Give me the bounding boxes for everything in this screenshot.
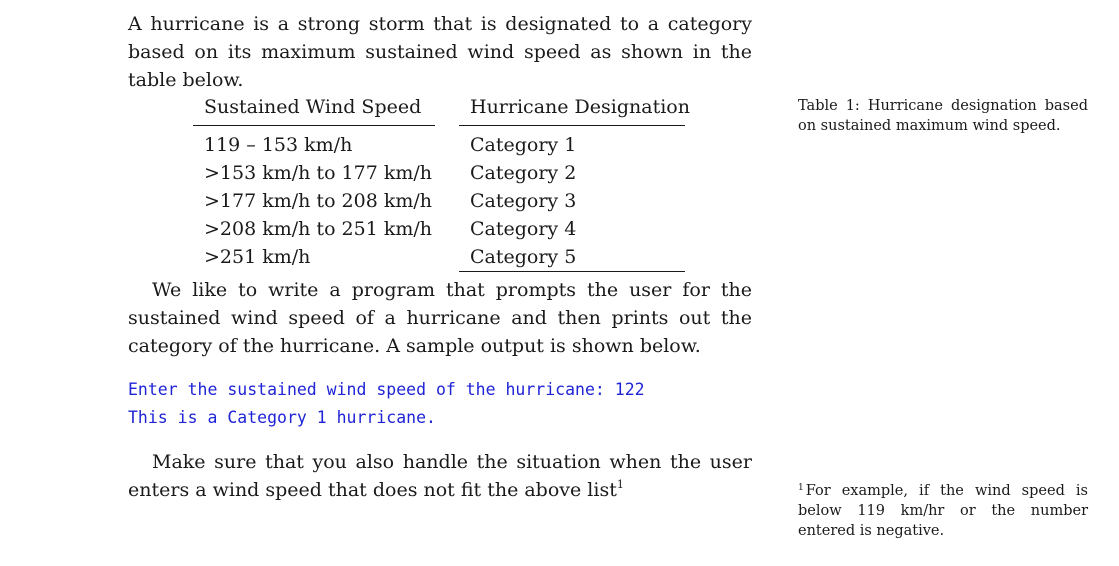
table-cell: Category 4	[470, 218, 577, 240]
table-header-wind-speed: Sustained Wind Speed	[204, 96, 422, 118]
table-caption: Table 1: Hurricane designation based on sustained maximum wind speed.	[798, 98, 1088, 134]
table-cell: >251 km/h	[204, 246, 311, 268]
table-cell: Category 5	[470, 246, 577, 268]
intro-paragraph: A hurricane is a strong storm that is designated to a category based on its maximum sustained wind speed as shown in the table below.	[128, 13, 752, 91]
designation-column	[459, 92, 690, 274]
header-rule	[193, 125, 435, 126]
wind-speed-column	[193, 92, 435, 274]
program-paragraph: We like to write a program that prompts the user for the sustained wind speed of a hurricane and then prints out the category of the hurricane. A sample output is shown below.	[128, 279, 752, 357]
table-cell: Category 2	[470, 162, 577, 184]
footnote-text: For example, if the wind speed is below 119 km/hr or the number entered is negative.	[798, 483, 1088, 539]
footnote-number: 1	[798, 483, 804, 493]
footnote	[798, 481, 1088, 541]
handle-paragraph-text: Make sure that you also handle the situation when the user enters a wind speed that does not fit the above list	[128, 451, 752, 501]
handle-paragraph	[128, 448, 752, 504]
sample-output-line: Enter the sustained wind speed of the hurricane: 122	[128, 380, 645, 399]
table-header-designation: Hurricane Designation	[470, 96, 690, 118]
table-cell: Category 3	[470, 190, 577, 212]
table-cell: 119 – 153 km/h	[204, 134, 353, 156]
table-cell: Category 1	[470, 134, 577, 156]
bottom-rule	[459, 271, 685, 272]
sample-output	[128, 376, 645, 432]
header-rule	[459, 125, 685, 126]
table-cell: >208 km/h to 251 km/h	[204, 218, 433, 240]
sample-output-line: This is a Category 1 hurricane.	[128, 408, 436, 427]
footnote-marker: 1	[616, 478, 624, 491]
table-cell: >153 km/h to 177 km/h	[204, 162, 433, 184]
table-cell: >177 km/h to 208 km/h	[204, 190, 433, 212]
hurricane-table	[193, 92, 690, 274]
